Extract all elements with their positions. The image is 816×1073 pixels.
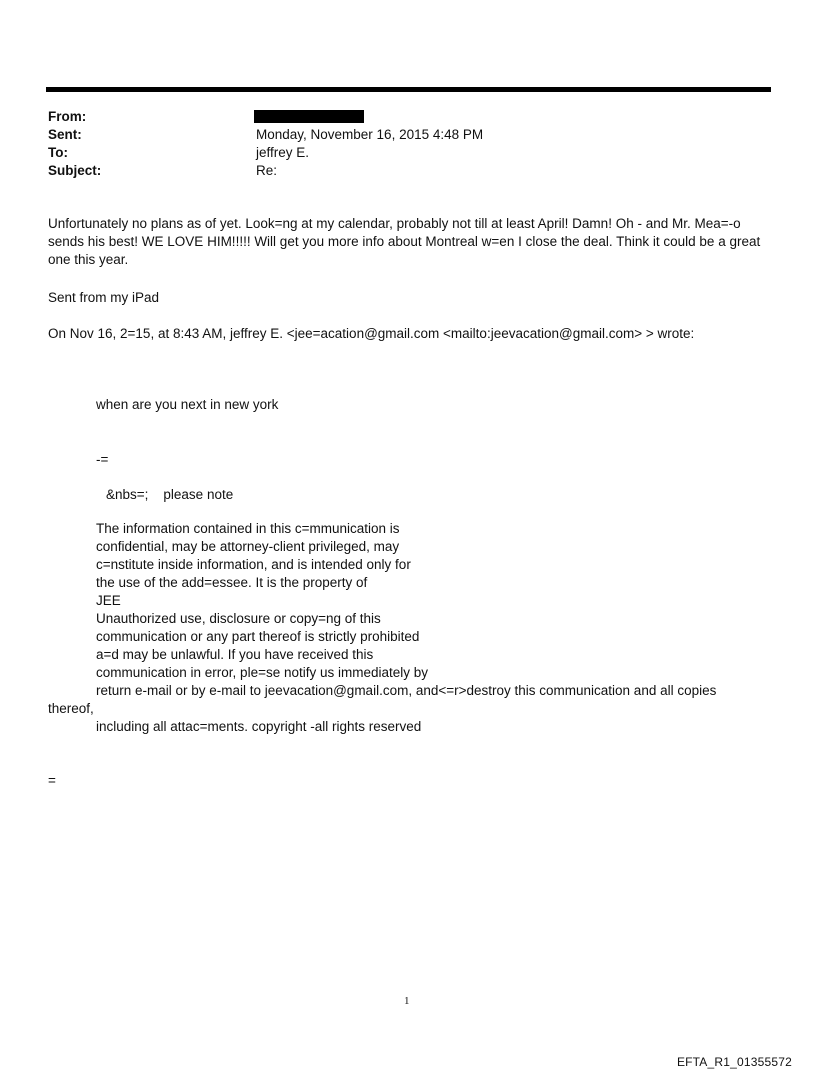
- subject-label: Subject:: [48, 163, 102, 178]
- notice-line: The information contained in this c=mmunication is: [96, 521, 400, 536]
- quoted-note: &nbs=; please note: [106, 487, 234, 502]
- notice-line: Unauthorized use, disclosure or copy=ng of this: [96, 611, 381, 626]
- notice-line: JEE: [96, 593, 121, 608]
- quoted-separator: -=: [96, 452, 109, 467]
- header-rule: [46, 87, 771, 92]
- subject-value: Re:: [256, 163, 278, 178]
- notice-line: communication or any part thereof is strictly prohibited: [96, 629, 420, 644]
- reply-intro: On Nov 16, 2=15, at 8:43 AM, jeffrey E. <jee=acation@gmail.com <mailto:jeevacation@gmail.com> > wrote:: [48, 326, 695, 341]
- redacted-sender: [254, 110, 364, 123]
- notice-line: return e-mail or by e-mail to jeevacation@gmail.com, and<=r>destroy this communication and all copies: [96, 683, 717, 698]
- notice-line: the use of the add=essee. It is the property of: [96, 575, 368, 590]
- notice-line: communication in error, ple=se notify us immediately by: [96, 665, 429, 680]
- confidentiality-notice: [96, 520, 776, 700]
- to-value: jeffrey E.: [256, 145, 310, 160]
- notice-line: c=nstitute inside information, and is intended only for: [96, 557, 411, 572]
- message-body: Unfortunately no plans as of yet. Look=ng at my calendar, probably not till at least April! Damn! Oh - and Mr. Mea=-o sends his best! WE LOVE HIM!!!!! Will get you more info about Montreal w=en I close the deal. Think it could be a great one this year.: [48, 216, 761, 267]
- trailing-char: =: [48, 773, 56, 788]
- quoted-question: when are you next in new york: [96, 397, 279, 412]
- sent-value: Monday, November 16, 2015 4:48 PM: [256, 127, 484, 142]
- bates-number: EFTA_R1_01355572: [676, 1055, 792, 1069]
- sent-label: Sent:: [48, 127, 82, 142]
- notice-last-line: including all attac=ments. copyright -all rights reserved: [96, 719, 422, 734]
- signature: Sent from my iPad: [48, 290, 160, 305]
- from-label: From:: [48, 109, 87, 124]
- notice-line: a=d may be unlawful. If you have received this: [96, 647, 374, 662]
- notice-wrap: thereof,: [48, 701, 94, 716]
- to-label: To:: [48, 145, 68, 160]
- page-number: 1: [404, 995, 410, 1007]
- notice-line: confidential, may be attorney-client privileged, may: [96, 539, 400, 554]
